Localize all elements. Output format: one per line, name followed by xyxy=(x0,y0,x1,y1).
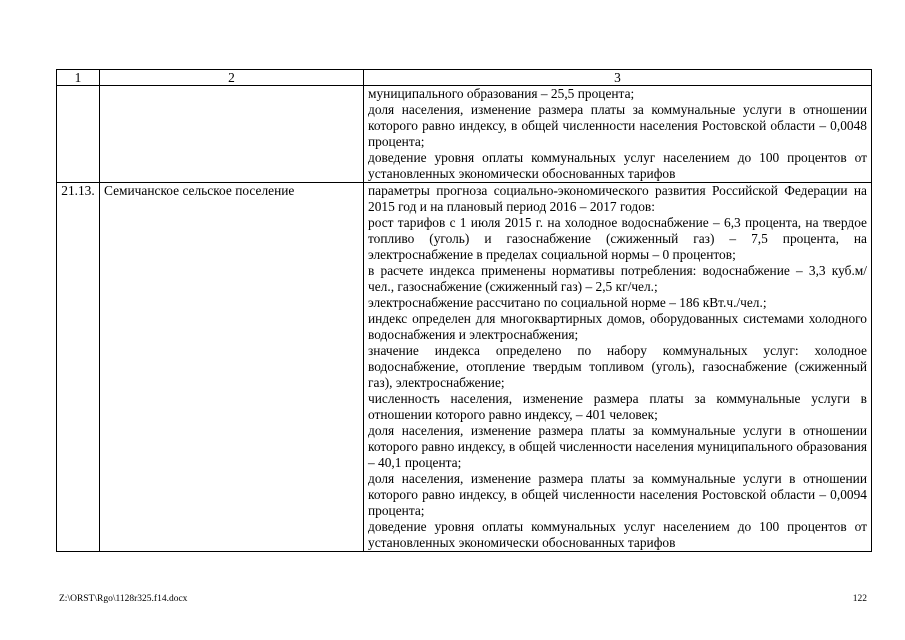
document-table xyxy=(56,69,872,552)
header-col-2: 2 xyxy=(100,70,364,86)
row-number-cell xyxy=(57,86,100,183)
settlement-name-cell xyxy=(100,86,364,183)
header-col-3: 3 xyxy=(364,70,872,86)
header-col-1: 1 xyxy=(57,70,100,86)
settlement-name-cell: Семичанское сельское поселение xyxy=(100,183,364,552)
paragraph: значение индекса определено по набору коммунальных услуг: холодное водоснабжение, отопление твердым топливом (уголь), газоснабжение (сжиженный газ), электроснабжение; xyxy=(368,343,867,390)
table-row-21-13 xyxy=(57,183,872,552)
paragraph: электроснабжение рассчитано по социальной норме – 186 кВт.ч./чел.; xyxy=(368,295,767,310)
paragraph: доведение уровня оплаты коммунальных услуг населением до 100 процентов от установленных экономически обоснованных тарифов xyxy=(368,519,867,550)
paragraph: индекс определен для многоквартирных домов, оборудованных системами холодного водоснабжения и электроснабжения; xyxy=(368,311,867,342)
footer-file-path: Z:\ORST\Rgo\1128r325.f14.docx xyxy=(59,594,188,604)
paragraph: численность населения, изменение размера платы за коммунальные услуги в отношении которого равно индексу, – 401 человек; xyxy=(368,391,867,422)
footer-page-number: 122 xyxy=(852,594,867,604)
parameters-cell xyxy=(364,183,872,552)
table-row-continuation xyxy=(57,86,872,183)
paragraph: доля населения, изменение размера платы за коммунальные услуги в отношении которого равно индексу, в общей численности населения муниципального образования – 40,1 процента; xyxy=(368,423,867,470)
parameters-cell xyxy=(364,86,872,183)
paragraph: в расчете индекса применены нормативы потребления: водоснабжение – 3,3 куб.м/чел., газоснабжение (сжиженный газ) – 2,5 кг/чел.; xyxy=(368,263,867,294)
row-number-cell: 21.13. xyxy=(57,183,100,552)
table-header-row xyxy=(57,70,872,86)
paragraph: рост тарифов с 1 июля 2015 г. на холодное водоснабжение – 6,3 процента, на твердое топливо (уголь) и газоснабжение (сжиженный газ) – 7,5 процента, на электроснабжение в пределах социальной нормы – 0 процентов; xyxy=(368,215,867,262)
paragraph: параметры прогноза социально-экономического развития Российской Федерации на 2015 год и на плановый период 2016 – 2017 годов: xyxy=(368,183,867,214)
paragraph: доведение уровня оплаты коммунальных услуг населением до 100 процентов от установленных экономически обоснованных тарифов xyxy=(368,150,867,181)
paragraph: доля населения, изменение размера платы за коммунальные услуги в отношении которого равно индексу, в общей численности населения Ростовской области – 0,0094 процента; xyxy=(368,471,867,518)
paragraph: доля населения, изменение размера платы за коммунальные услуги в отношении которого равно индексу, в общей численности населения Ростовской области – 0,0048 процента; xyxy=(368,102,867,149)
paragraph: муниципального образования – 25,5 процента; xyxy=(368,86,635,101)
